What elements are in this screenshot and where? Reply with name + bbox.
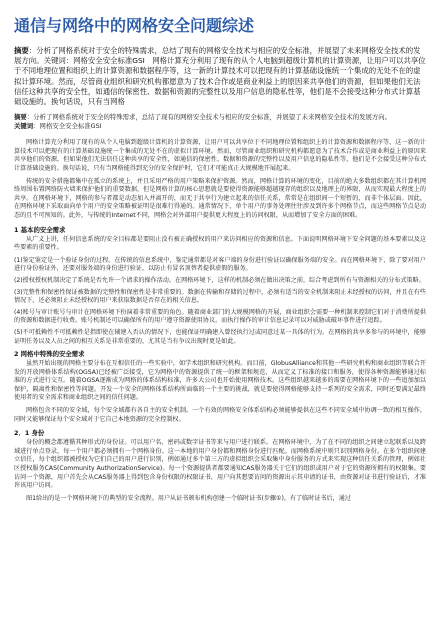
abstract-block xyxy=(14,46,426,107)
abstract-repeat xyxy=(14,113,426,131)
abstract-text: ：分析了网格系统对于安全的特殊需求，总结了现有的网格安全技术与相应的安全标准，并展望了未来网格安全技术的发展方向。关键词：网格安全安全标准GSI 网格计算充分利用了现有的从个人电脑到超级计算机的计算资源，让用户可以共享位于不同地理位置和组织上的计算资源和数据程序等，这一新的计算技术可以把现有的计算基础设施统一个集成的无处不在的虚拟计算环境。然而，尽管商业组织和研究机构都愿意为了技术合作或是商业利益上的原因来共享他们的资源，但如果他们无法信任这种共享的安全性，如通信的保密性、数据和资源的完整性以及用户信息的隐私性等，他们是不会接受这种分布式计算基础设施的。换句话说，只有当网格 xyxy=(14,46,426,107)
abstract-repeat-text: ：分析了网格系统对于安全的特殊需求，总结了现有的网格安全技术与相应的安全标准，并展望了未来网格安全技术的发展方向。 xyxy=(26,113,392,122)
list-item-authentication: (1)鉴定鉴定是一个验证身份的过程。在传统的信息系统中，鉴定通常都是对客户端的身份进行验证以确保服务端的安全。而在网格环境下，除了要对用户进行身份验证外，还要对服务端的身份进行验证，以防止有冒名顶替者提供虚假的服务。 xyxy=(14,256,426,273)
section-heading-1: 1 基本的安全需求 xyxy=(14,225,66,234)
keywords-text: ：网格安全安全标准GSI xyxy=(33,122,102,131)
list-item-nonrepudiation: (5)不可抵赖性不可抵赖性是指即使在辅建入否认的情况下，也能保证明确建入曾经执行过或同意过某一具体的行为。在网格的共享多参与的环境中，能够证明任务以及人员之间的相互关系是非常重要的，尤其是当有争议出现时更是如此。 xyxy=(14,328,426,345)
abstract-repeat-label: 摘要 xyxy=(14,113,27,122)
keywords-label: 关键词 xyxy=(14,122,34,131)
body-paragraph-1: 网格计算充分利用了现有的从个人电脑到超级计算机的计算资源，让用户可以共享位于不同地理位置和组织上的计算资源和数据程序等，这一新的计算技术可以把现有的计算基础设施统一个集成的无处不在的虚拟计算环境。然而，尽管商业组织和研究机构都愿意为了技术合作或是商业利益上的原因来共享他们的资源，但如果他们无法信任这种共享的安全性，如通信的保密性、数据和资源的完整性以及用户信息的隐私性等，他们是不会接受这种分布式计算基础设施的。换句话说，只有当网格能得到充分的安全保护时，它们才可能真正大规模地开展起来。 xyxy=(14,139,426,172)
body-paragraph-2: 传统的安全措施都集中在孤立的系统上，并且采用严格的用户策略来保护资源。然而，网格计算的环境的变化，目前的绝大多数组织都在其计算机网络周围布置网络防火墙来保护他们的重要数据，但是网格计算的核心思想就是要使得资源能够超越现存的组织以及地理上的界限，从而实现最大程度上的共享。在网格环境下，网格的参与者都是动态加入并离开的，而无于共享行为建立起来的信任关系，常常是在组织间一个短暂的、而非个体层面。因此，在网格环境下采取面向单个用户的安全策略被证明是很难行得通的。通常情况下，单个用户的事务处理往往涉及到许多个网格节点，而这些网格节点是动态的且不可预知的。此外，与传统的Internet不同，网格会对外部用户提供更大程度上的访问权限，从而增加了安全方面的困难。 xyxy=(14,177,426,219)
section-heading-2: 2 网格中特殊的安全需求 xyxy=(14,350,85,359)
section-heading-2-1: 2．1 身份 xyxy=(14,429,45,438)
section2-paragraph-1: 虽然开始出现的网格主要分布在互相信任的一些实验中，如学术组织和研究机构。而目前，GlobusAlliance和其他一些研究机构和商业组织等联合开发的开放网格体系结构(OGSA)已经被广泛接受，它为网格中的资源提供了统一的框架和规范，从而定义了标准的接口和服务，使得各种资源能够通过标准的方式进行交互。随着OGSA逐渐成为网格的体系结构标准，许多大公司也开始使用网格技术。这些组织越来越多的需要在网格环境下的一些追加加以保护，隔离性和保密性等问题。开发一个安全的网格体系结构所面临的一个主要的挑战，就是要使得网格能够支持一系列的安全需求，同时还要满足最终使用者的安全需求和商业组织之间的信任问题。 xyxy=(14,360,426,402)
page-title: 通信与网络中的网格安全问题综述 xyxy=(14,16,255,35)
list-item-authorization: (2)授权授权机制决定了系统是否允许一个请求的操作活动。在网格环境下，这样的机制必须在做出决策之前，综合考虑到所有与资源相关的分布式策略。 xyxy=(14,276,425,284)
section1-intro: 从广义上讲，任何信息系统的安全目标都是要阻止没有被正确授权的用户来访问相应的资源和信息。下面说明网格环境下安全问题的基本要素以及这些要素的重要性。 xyxy=(14,235,426,252)
footer-paragraph: 图1给出的是一个网格环境下的典型的安全流程。用户从证书颁布机构创建一个临时证书(步骤①)，有了临时证书后，通过 xyxy=(26,494,351,502)
list-item-integrity: (3)完整性和保密性保证被数据的完整性和保密性是非常重要的。数据在传输和存储的过程中，必须有适当的安全机制来阻止未经授权的访问，并且在有些情况下，还必须阻止未经授权的用户来获取数据是否存在的相关信息。 xyxy=(14,288,426,305)
abstract-label: 摘要 xyxy=(14,46,29,55)
list-item-accounting: (4)账号与审计账号与审计在网格环境下扮演着非常重要的角色。随着商业部门的大规模网格的开展，商业组织会需要一种机制来控制它们对于消费所提供的资源和数据进行收费。账号机制还可以确保所有的用户遵守资源使用协议。而执行操作的审计信息记录可以对威胁或破坏事件进行追踪。 xyxy=(14,308,426,325)
section21-paragraph: 身份的概念都遵循其种形式的身份证。可以用户名、密码或数字证书等来与用户进行联系。在网格环境中，为了在不同的组织之间建立起联系以及跨域进行单点登录，每一个用户都必须拥有一个网格身份。这一本地的用户身份都和网格身份进行匹配。而网格系统中则只识别网格身份。在多个组织间建立信任，每个组织都被授权为它们自己的用户进行识别，例如通过多个第三方的虚拟组织会采取集中身份服务的方式来实现这种信任关系的管理，例如社区授权服务CAS(Community AuthorizationService)。每一个资源提供者都要通知CAS服务器关于它们的组织或用户对于它的资源所拥有的权限集。要访问一个资源，用户首先会从CAS服务器上得到包含身份权限的权限证书，用户向其想要访问的资源出示其申请的证书，由资源对证书进行验证后，才准许该用户访问。 xyxy=(14,439,426,490)
section2-paragraph-2: 网格包含不同的安全域，每个安全域都有各自主的安全机制。一个有效的网格安全体系结构必须能够提供在这些不同安全域中协调一致的相互操作，同时又能够保证每个安全域对于它自己本地资源的完全控制权。 xyxy=(14,407,426,423)
